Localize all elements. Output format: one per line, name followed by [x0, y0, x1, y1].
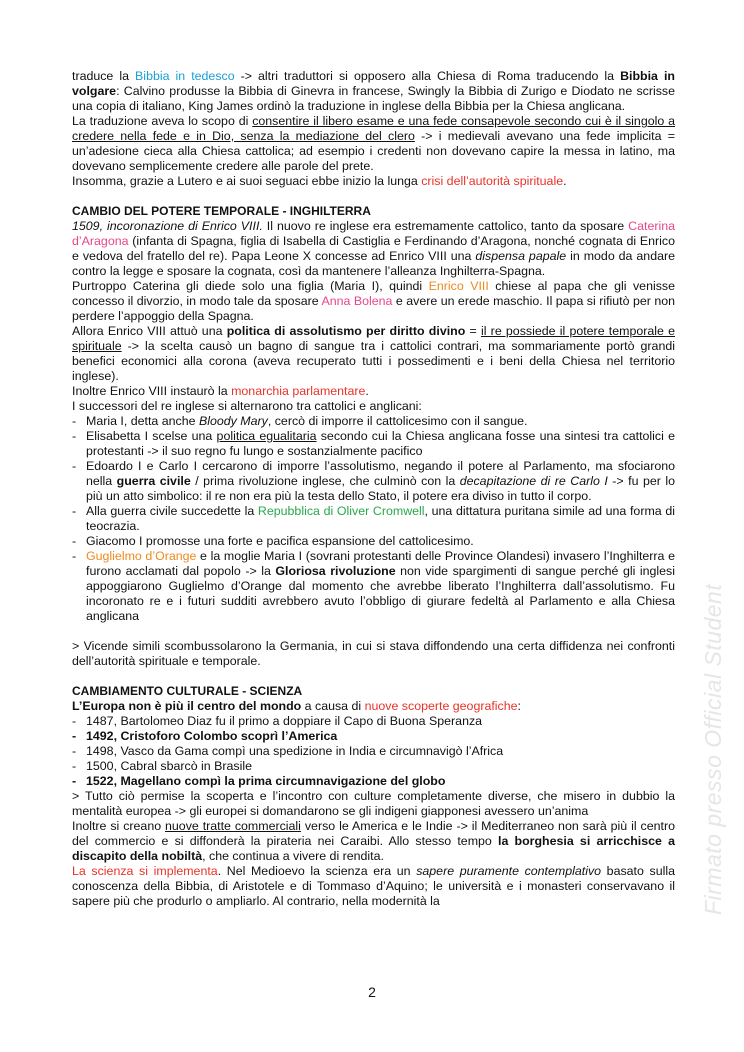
paragraph-crisis: Insomma, grazie a Lutero e ai suoi seguaci ebbe inizio la lunga crisi dell’autorità spirituale. — [72, 174, 567, 188]
highlight-monarchia-parlamentare: monarchia parlamentare — [231, 384, 366, 398]
paragraph-bible-translations: traduce la Bibbia in tedesco -> altri traduttori si opposero alla Chiesa di Roma traducendo la Bibbia in volgare: Calvino produsse la Bibbia di Ginevra in francese, Swingly la Bibbia di Zurigo e Diodato ne scrisse una copia di italiano, King James ordinò la traduzione in inglese della Bibbia per la Chiesa anglicana. — [72, 69, 675, 113]
section-heading-inghilterra: CAMBIO DEL POTERE TEMPORALE - INGHILTERRA — [72, 204, 371, 218]
paragraph-europa: L’Europa non è più il centro del mondo a causa di nuove scoperte geografiche: — [72, 699, 521, 713]
page-number: 2 — [368, 984, 376, 1000]
italic-incoronazione: 1509, incoronazione di Enrico VIII. — [72, 219, 263, 233]
bold-borghesia: la borghesia si arricchisce a discapito della nobiltà — [72, 834, 675, 863]
paragraph-commercio: Inoltre si creano nuove tratte commerciali verso le America e le Indie -> il Mediterraneo non sarà più il centro del commercio e si diffonderà la pirateria nei Caraibi. Allo stesso tempo la borghesia si arricchisce a discapito della nobiltà, che continua a vivere di rendita. — [72, 819, 675, 863]
highlight-enrico-viii: Enrico VIII — [428, 279, 489, 293]
successori-list — [72, 414, 675, 624]
paragraph-divorzio: Purtroppo Caterina gli diede solo una figlia (Maria I), quindi Enrico VIII chiese al papa che gli venisse concesso il divorzio, in modo tale da sposare Anna Bolena e avere un erede maschio. Il papa si rifiutò per non perdere l’appoggio della Spagna. — [72, 279, 675, 323]
underline-potere-temporale: il re possiede il potere temporale e spirituale — [72, 324, 675, 353]
list-item: - Maria I, detta anche Bloody Mary, cercò di imporre il cattolicesimo con il sangue. — [72, 414, 675, 429]
list-item: - Elisabetta I scelse una politica egualitaria secondo cui la Chiesa anglicana fosse una sintesi tra cattolici e protestanti -> il suo regno fu lungo e sostanzialmente pacifico — [72, 429, 675, 459]
bold-politica-assolutismo: politica di assolutismo per diritto divino — [226, 324, 466, 338]
list-item: - 1487, Bartolomeo Diaz fu il primo a doppiare il Capo di Buona Speranza — [72, 714, 675, 729]
italic-sapere-contemplativo: sapere puramente contemplativo — [416, 864, 602, 878]
paragraph-germania: > Vicende simili scombussolarono la Germania, in cui si stava diffondendo una certa diffidenza nei confronti dell’autorità spirituale e temporale. — [72, 639, 675, 668]
paragraph-successori: I successori del re inglese si alternarono tra cattolici e anglicani: — [72, 399, 422, 413]
bold-bibbia-in-volgare: Bibbia in volgare — [72, 69, 675, 98]
list-item: - 1522, Magellano compì la prima circumnavigazione del globo — [72, 774, 675, 789]
paragraph-translation-purpose: La traduzione aveva lo scopo di consentire il libero esame e una fede consapevole secondo cui è il singolo a credere nella fede e in Dio, senza la mediazione del clero -> i medievali avevano una fede implicita = un’adesione cieca alla Chiesa cattolica; ad esempio i credenti non dovevano capire la messa in latino, ma dovevano semplicemente credere alle parole del prete. — [72, 114, 675, 173]
watermark-text: Firmato presso Official Student — [700, 583, 726, 915]
highlight-scienza-implementa: La scienza si implementa — [72, 864, 218, 878]
highlight-caterina: Caterina d’Aragona — [72, 219, 676, 248]
paragraph-culture: > Tutto ciò permise la scoperta e l’incontro con culture completamente diverse, che misero in dubbio la mentalità europea -> gli europei si domandarono se gli indigeni giapponesi avessero un’anima — [72, 789, 675, 818]
underline-libero-esame: consentire il libero esame e una fede consapevole secondo cui è il singolo a credere nella fede e in Dio, senza la mediazione del clero — [72, 114, 675, 143]
list-item: - Giacomo I promosse una forte e pacifica espansione del cattolicesimo. — [72, 534, 675, 549]
highlight-crisi-autorita: crisi dell’autorità spirituale — [421, 174, 564, 188]
underline-tratte-commerciali: nuove tratte commerciali — [165, 819, 301, 833]
paragraph-assolutismo: Allora Enrico VIII attuò una politica di assolutismo per diritto divino = il re possiede il potere temporale e spirituale -> la scelta causò un bagno di sangue tra i cattolici contrari, ma sommariamente portò grandi benefici economici alla corona (aveva recuperato tutti i possedimenti e i beni della Chiesa nel territorio inglese). — [72, 324, 675, 383]
list-item: - 1498, Vasco da Gama compì una spedizione in India e circumnavigò l’Africa — [72, 744, 675, 759]
document-body — [72, 69, 675, 909]
italic-dispensa-papale: dispensa papale — [475, 249, 567, 263]
paragraph-scienza: La scienza si implementa. Nel Medioevo la scienza era un sapere puramente contemplativo basato sulla conoscenza della Bibbia, di Aristotele e di Tommaso d’Aquino; le università e i monasteri conservavano il sapere più che produrlo o ampliarlo. Al contrario, nella modernità la — [72, 864, 675, 908]
list-item: - Guglielmo d’Orange e la moglie Maria I (sovrani protestanti delle Province Olandesi) invasero l’Inghilterra e furono acclamati dal popolo -> la Gloriosa rivoluzione non vide spargimenti di sangue perché gli inglesi appoggiarono Guglielmo d’Orange dal momento che avrebbe liberato l’Inghilterra dall’assolutismo. Fu incoronato re e i futuri sudditi avrebbero avuto l’obbligo di giurare fedeltà al Parlamento e alla Chiesa anglicana — [72, 549, 675, 624]
list-item: - 1492, Cristoforo Colombo scoprì l’America — [72, 729, 675, 744]
list-item: - Edoardo I e Carlo I cercarono di imporre l’assolutismo, negando il potere al Parlamento, ma sfociarono nella guerra civile / prima rivoluzione inglese, che culminò con la decapitazione di re Carlo I -> fu per lo più un atto simbolico: il re non era più la testa dello Stato, il potere era diviso in tutto il corpo. — [72, 459, 675, 504]
highlight-bibbia-in-tedesco: Bibbia in tedesco — [135, 69, 235, 83]
paragraph-enrico-viii: 1509, incoronazione di Enrico VIII. Il nuovo re inglese era estremamente cattolico, tanto da sposare Caterina d’Aragona (infanta di Spagna, figlia di Isabella di Castiglia e Ferdinando d’Aragona, nonché cognata di Enrico e vedova del fratello del re). Papa Leone X concesse ad Enrico VIII una dispensa papale in modo da andare contro la legge e sposare la cognata, così da mantenere l’alleanza Inghilterra-Spagna. — [72, 219, 676, 278]
highlight-anna-bolena: Anna Bolena — [321, 294, 393, 308]
highlight-scoperte-geografiche: nuove scoperte geografiche — [364, 699, 518, 713]
paragraph-monarchia: Inoltre Enrico VIII instaurò la monarchia parlamentare. — [72, 384, 369, 398]
scoperte-list — [72, 714, 675, 789]
list-item: - Alla guerra civile succedette la Repubblica di Oliver Cromwell, una dittatura puritana simile ad una forma di teocrazia. — [72, 504, 675, 534]
list-item: - 1500, Cabral sbarcò in Brasile — [72, 759, 675, 774]
section-heading-scienza: CAMBIAMENTO CULTURALE - SCIENZA — [72, 684, 303, 698]
